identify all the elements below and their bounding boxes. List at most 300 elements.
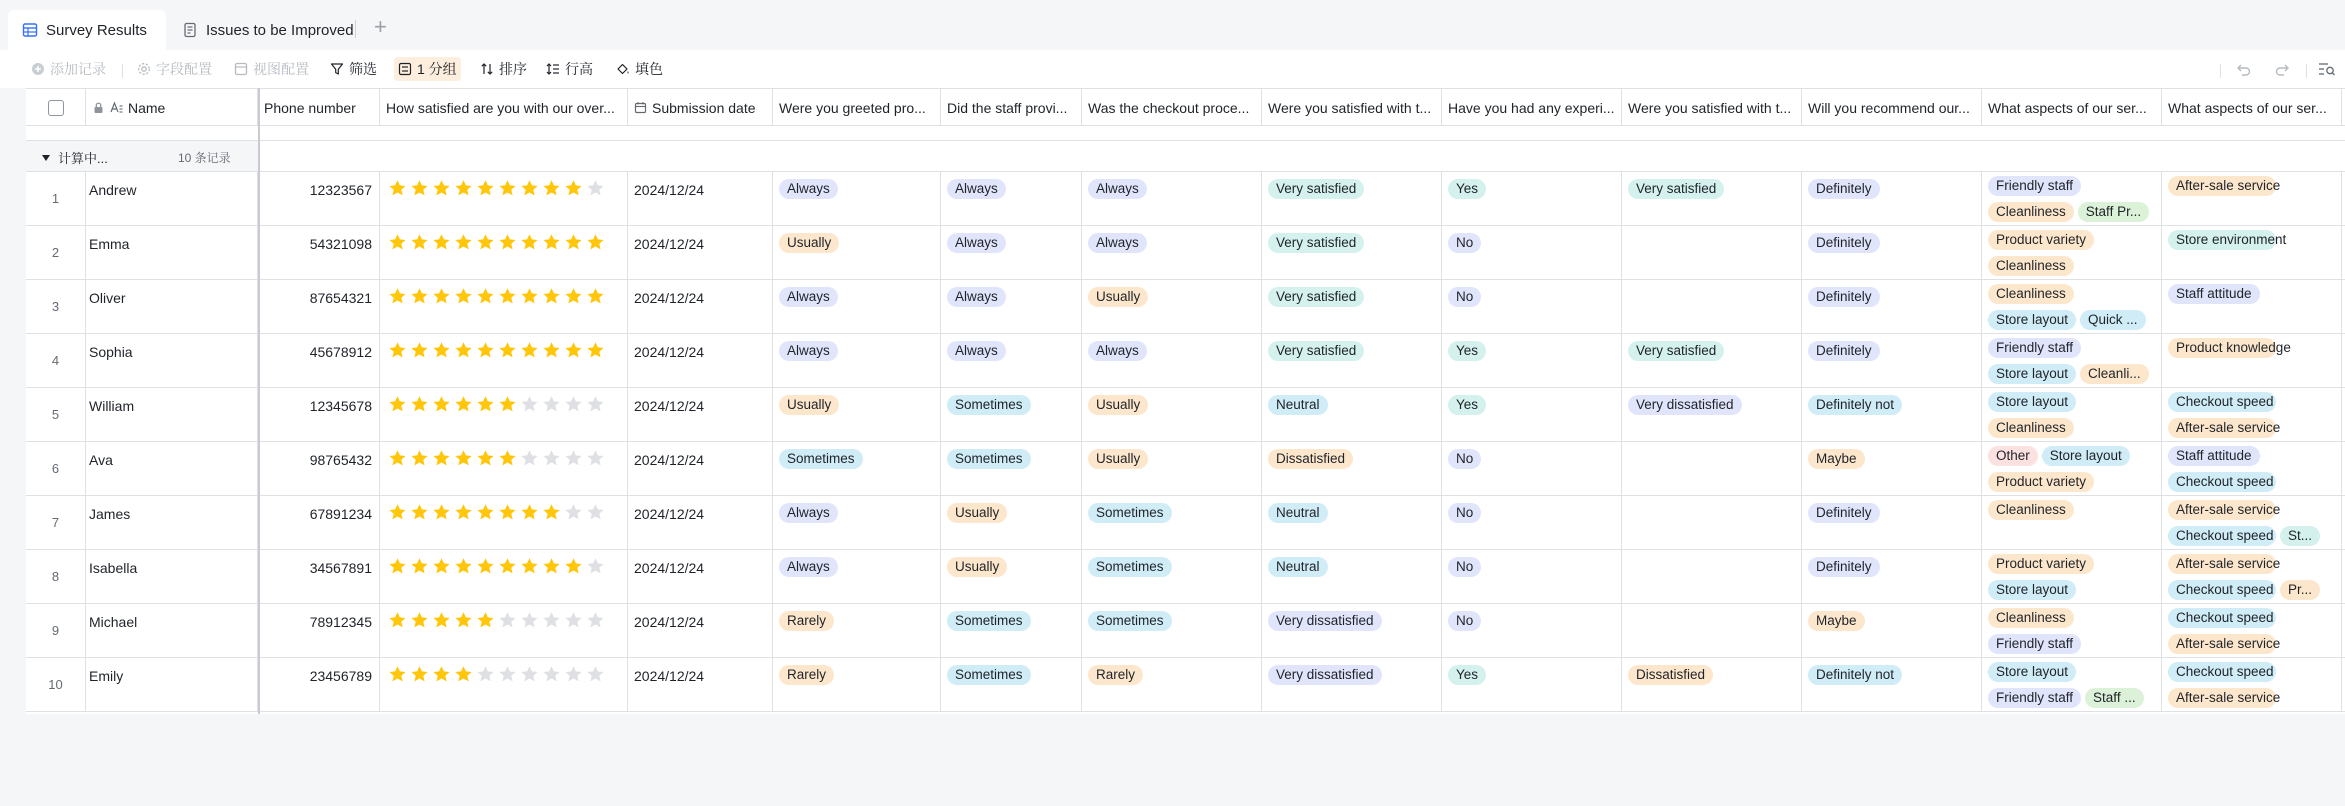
rating-cell[interactable] bbox=[380, 226, 628, 279]
recommend-cell[interactable] bbox=[1802, 658, 1982, 711]
name-cell[interactable] bbox=[86, 388, 258, 441]
star-icon[interactable] bbox=[520, 557, 539, 576]
column-header-satisfied[interactable]: Were you satisfied with t... bbox=[1262, 89, 1442, 126]
phone-cell[interactable] bbox=[258, 280, 380, 333]
experience-cell[interactable] bbox=[1442, 496, 1622, 549]
column-header-name[interactable]: Name bbox=[86, 89, 258, 126]
rating-cell[interactable] bbox=[380, 604, 628, 657]
star-icon[interactable] bbox=[586, 233, 605, 252]
star-icon[interactable] bbox=[388, 665, 407, 684]
star-icon[interactable] bbox=[542, 233, 561, 252]
star-icon[interactable] bbox=[410, 233, 429, 252]
staff-cell[interactable] bbox=[941, 550, 1082, 603]
staff-cell[interactable] bbox=[941, 226, 1082, 279]
phone-cell[interactable] bbox=[258, 550, 380, 603]
checkout-cell[interactable] bbox=[1082, 172, 1262, 225]
star-icon[interactable] bbox=[498, 287, 517, 306]
phone-cell[interactable] bbox=[258, 442, 380, 495]
star-icon[interactable] bbox=[498, 341, 517, 360]
star-icon[interactable] bbox=[454, 665, 473, 684]
name-cell[interactable] bbox=[86, 658, 258, 711]
table-row[interactable] bbox=[26, 172, 2345, 226]
star-rating bbox=[388, 503, 608, 522]
column-header-aspects-2[interactable]: What aspects of our ser... bbox=[2162, 89, 2342, 126]
name-cell[interactable] bbox=[86, 550, 258, 603]
option-tag: Staff Pr... bbox=[2078, 202, 2149, 222]
aspects1-cell[interactable] bbox=[1982, 334, 2162, 387]
row-height-icon bbox=[546, 62, 560, 76]
table-row[interactable] bbox=[26, 388, 2345, 442]
tab-issues-to-be-improved[interactable] bbox=[168, 10, 368, 50]
star-icon[interactable] bbox=[586, 287, 605, 306]
recommend-cell[interactable] bbox=[1802, 496, 1982, 549]
star-icon[interactable] bbox=[454, 557, 473, 576]
phone-cell[interactable] bbox=[258, 388, 380, 441]
row-number: 8 bbox=[26, 550, 86, 603]
experience-cell[interactable] bbox=[1442, 604, 1622, 657]
star-icon[interactable] bbox=[432, 287, 451, 306]
add-view-icon[interactable]: + bbox=[374, 14, 387, 39]
experience-cell[interactable] bbox=[1442, 658, 1622, 711]
option-tag: Checkout speed bbox=[2168, 608, 2276, 628]
star-icon[interactable] bbox=[476, 233, 495, 252]
star-icon[interactable] bbox=[586, 179, 605, 198]
star-icon[interactable] bbox=[388, 179, 407, 198]
satisfied-cell[interactable] bbox=[1262, 604, 1442, 657]
option-tag: Always bbox=[1088, 233, 1147, 253]
checkout-cell[interactable] bbox=[1082, 604, 1262, 657]
checkout-cell[interactable] bbox=[1082, 658, 1262, 711]
greeted-cell[interactable] bbox=[773, 604, 941, 657]
date-cell[interactable] bbox=[628, 442, 773, 495]
star-icon[interactable] bbox=[564, 395, 583, 414]
date-cell[interactable] bbox=[628, 550, 773, 603]
tab-survey-results[interactable] bbox=[8, 10, 166, 50]
star-icon[interactable] bbox=[476, 665, 495, 684]
option-tag: Definitely bbox=[1808, 179, 1880, 199]
name-cell[interactable] bbox=[86, 226, 258, 279]
star-icon[interactable] bbox=[388, 503, 407, 522]
star-icon[interactable] bbox=[564, 179, 583, 198]
star-icon[interactable] bbox=[586, 557, 605, 576]
greeted-cell[interactable] bbox=[773, 334, 941, 387]
star-icon[interactable] bbox=[564, 287, 583, 306]
satisfied-cell[interactable] bbox=[1262, 334, 1442, 387]
satisfied-cell[interactable] bbox=[1262, 658, 1442, 711]
aspects2-cell[interactable] bbox=[2162, 658, 2342, 711]
star-icon[interactable] bbox=[388, 287, 407, 306]
aspects1-cell[interactable] bbox=[1982, 226, 2162, 279]
option-tag: Always bbox=[1088, 179, 1147, 199]
checkout-cell[interactable] bbox=[1082, 388, 1262, 441]
rating-cell[interactable] bbox=[380, 496, 628, 549]
satisfied-cell[interactable] bbox=[1262, 442, 1442, 495]
star-icon[interactable] bbox=[542, 557, 561, 576]
star-icon[interactable] bbox=[520, 341, 539, 360]
star-icon[interactable] bbox=[520, 503, 539, 522]
table-row[interactable] bbox=[26, 226, 2345, 280]
staff-cell[interactable] bbox=[941, 604, 1082, 657]
add-record-button[interactable]: 添加记录 bbox=[27, 57, 110, 81]
star-icon[interactable] bbox=[498, 611, 517, 630]
option-tag: Sometimes bbox=[1088, 611, 1172, 631]
satisfied-cell[interactable] bbox=[1262, 388, 1442, 441]
phone-cell[interactable] bbox=[258, 658, 380, 711]
star-icon[interactable] bbox=[432, 665, 451, 684]
aspects2-cell[interactable] bbox=[2162, 442, 2342, 495]
date-value: 2024/12/24 bbox=[634, 344, 705, 360]
table-row[interactable] bbox=[26, 604, 2345, 658]
star-icon[interactable] bbox=[476, 449, 495, 468]
column-header-aspects-1[interactable]: What aspects of our ser... bbox=[1982, 89, 2162, 126]
greeted-cell[interactable] bbox=[773, 280, 941, 333]
star-icon[interactable] bbox=[564, 503, 583, 522]
star-icon[interactable] bbox=[476, 179, 495, 198]
recommend-cell[interactable] bbox=[1802, 226, 1982, 279]
aspects1-cell[interactable] bbox=[1982, 280, 2162, 333]
star-icon[interactable] bbox=[498, 233, 517, 252]
phone-cell[interactable] bbox=[258, 226, 380, 279]
star-icon[interactable] bbox=[388, 557, 407, 576]
undo-icon[interactable] bbox=[2236, 60, 2252, 78]
star-icon[interactable] bbox=[476, 341, 495, 360]
rating-cell[interactable] bbox=[380, 550, 628, 603]
satisfied2-cell[interactable] bbox=[1622, 658, 1802, 711]
star-icon[interactable] bbox=[498, 179, 517, 198]
satisfied2-cell[interactable] bbox=[1622, 604, 1802, 657]
star-rating bbox=[388, 179, 608, 198]
column-header-recommend[interactable]: Will you recommend our... bbox=[1802, 89, 1982, 126]
name-cell[interactable] bbox=[86, 442, 258, 495]
fill-color-button[interactable]: 填色 bbox=[612, 57, 667, 81]
aspects2-cell[interactable] bbox=[2162, 496, 2342, 549]
collapse-caret-icon[interactable] bbox=[42, 155, 50, 161]
field-config-button[interactable]: 字段配置 bbox=[133, 57, 216, 81]
name-cell[interactable] bbox=[86, 172, 258, 225]
star-icon[interactable] bbox=[498, 503, 517, 522]
aspects1-cell[interactable] bbox=[1982, 658, 2162, 711]
date-cell[interactable] bbox=[628, 604, 773, 657]
star-icon[interactable] bbox=[432, 179, 451, 198]
star-icon[interactable] bbox=[542, 503, 561, 522]
recommend-cell[interactable] bbox=[1802, 442, 1982, 495]
star-icon[interactable] bbox=[388, 395, 407, 414]
frozen-column-divider bbox=[258, 88, 260, 714]
phone-value: 98765432 bbox=[309, 452, 372, 468]
filter-button[interactable]: 筛选 bbox=[326, 57, 381, 81]
aspects1-cell[interactable] bbox=[1982, 604, 2162, 657]
option-tag: Definitely not bbox=[1808, 395, 1902, 415]
recommend-cell[interactable] bbox=[1802, 334, 1982, 387]
checkout-cell[interactable] bbox=[1082, 226, 1262, 279]
recommend-cell[interactable] bbox=[1802, 604, 1982, 657]
rating-cell[interactable] bbox=[380, 442, 628, 495]
satisfied-cell[interactable] bbox=[1262, 280, 1442, 333]
star-icon[interactable] bbox=[454, 179, 473, 198]
star-icon[interactable] bbox=[520, 287, 539, 306]
checkout-cell[interactable] bbox=[1082, 280, 1262, 333]
star-icon[interactable] bbox=[498, 449, 517, 468]
experience-cell[interactable] bbox=[1442, 442, 1622, 495]
star-icon[interactable] bbox=[388, 233, 407, 252]
column-header-submission-date[interactable]: Submission date bbox=[628, 89, 773, 126]
table-row[interactable] bbox=[26, 280, 2345, 334]
recommend-cell[interactable] bbox=[1802, 550, 1982, 603]
aspects2-cell[interactable] bbox=[2162, 604, 2342, 657]
star-icon[interactable] bbox=[564, 341, 583, 360]
staff-cell[interactable] bbox=[941, 280, 1082, 333]
date-cell[interactable] bbox=[628, 388, 773, 441]
experience-cell[interactable] bbox=[1442, 226, 1622, 279]
staff-cell[interactable] bbox=[941, 334, 1082, 387]
satisfied2-cell[interactable] bbox=[1622, 388, 1802, 441]
star-icon[interactable] bbox=[432, 503, 451, 522]
star-icon[interactable] bbox=[542, 449, 561, 468]
satisfied2-cell[interactable] bbox=[1622, 550, 1802, 603]
aspects1-cell[interactable] bbox=[1982, 496, 2162, 549]
satisfied-cell[interactable] bbox=[1262, 172, 1442, 225]
view-config-button[interactable]: 视图配置 bbox=[230, 57, 313, 81]
row-height-button[interactable]: 行高 bbox=[542, 57, 597, 81]
table-row[interactable] bbox=[26, 334, 2345, 388]
greeted-cell[interactable] bbox=[773, 442, 941, 495]
star-icon[interactable] bbox=[586, 341, 605, 360]
star-icon[interactable] bbox=[476, 557, 495, 576]
option-tag: Neutral bbox=[1268, 395, 1328, 415]
date-cell[interactable] bbox=[628, 172, 773, 225]
star-icon[interactable] bbox=[454, 503, 473, 522]
star-icon[interactable] bbox=[586, 395, 605, 414]
star-icon[interactable] bbox=[520, 395, 539, 414]
star-icon[interactable] bbox=[564, 611, 583, 630]
experience-cell[interactable] bbox=[1442, 334, 1622, 387]
star-icon[interactable] bbox=[388, 611, 407, 630]
star-icon[interactable] bbox=[564, 557, 583, 576]
option-tag: Always bbox=[779, 179, 838, 199]
staff-cell[interactable] bbox=[941, 388, 1082, 441]
star-icon[interactable] bbox=[520, 665, 539, 684]
star-icon[interactable] bbox=[454, 449, 473, 468]
group-label: 计算中... bbox=[42, 148, 108, 167]
star-icon[interactable] bbox=[542, 611, 561, 630]
star-icon[interactable] bbox=[520, 449, 539, 468]
star-icon[interactable] bbox=[410, 179, 429, 198]
option-tag: Very satisfied bbox=[1628, 179, 1724, 199]
star-icon[interactable] bbox=[432, 557, 451, 576]
star-icon[interactable] bbox=[432, 449, 451, 468]
aspects2-cell[interactable] bbox=[2162, 172, 2342, 225]
name-cell[interactable] bbox=[86, 604, 258, 657]
redo-icon[interactable] bbox=[2274, 60, 2290, 78]
rating-cell[interactable] bbox=[380, 172, 628, 225]
group-header[interactable] bbox=[26, 140, 2345, 172]
column-header-phone[interactable]: Phone number bbox=[258, 89, 380, 126]
recommend-cell[interactable] bbox=[1802, 280, 1982, 333]
checkout-cell[interactable] bbox=[1082, 550, 1262, 603]
staff-cell[interactable] bbox=[941, 496, 1082, 549]
greeted-cell[interactable] bbox=[773, 658, 941, 711]
star-icon[interactable] bbox=[564, 665, 583, 684]
star-icon[interactable] bbox=[498, 557, 517, 576]
star-icon[interactable] bbox=[498, 665, 517, 684]
filter-icon bbox=[330, 62, 344, 76]
star-icon[interactable] bbox=[520, 233, 539, 252]
aspects1-cell[interactable] bbox=[1982, 172, 2162, 225]
greeted-cell[interactable] bbox=[773, 172, 941, 225]
experience-cell[interactable] bbox=[1442, 550, 1622, 603]
name-cell[interactable] bbox=[86, 334, 258, 387]
star-icon[interactable] bbox=[410, 449, 429, 468]
star-icon[interactable] bbox=[542, 287, 561, 306]
star-icon[interactable] bbox=[410, 503, 429, 522]
satisfied-cell[interactable] bbox=[1262, 550, 1442, 603]
greeted-cell[interactable] bbox=[773, 550, 941, 603]
recommend-cell[interactable] bbox=[1802, 388, 1982, 441]
aspects2-cell[interactable] bbox=[2162, 280, 2342, 333]
star-icon[interactable] bbox=[454, 395, 473, 414]
experience-cell[interactable] bbox=[1442, 388, 1622, 441]
star-icon[interactable] bbox=[542, 341, 561, 360]
star-icon[interactable] bbox=[520, 179, 539, 198]
column-header-satisfied-2[interactable]: Were you satisfied with t... bbox=[1622, 89, 1802, 126]
star-icon[interactable] bbox=[410, 611, 429, 630]
column-header-checkout[interactable]: Was the checkout proce... bbox=[1082, 89, 1262, 126]
star-icon[interactable] bbox=[454, 233, 473, 252]
aspects2-cell[interactable] bbox=[2162, 550, 2342, 603]
star-icon[interactable] bbox=[432, 341, 451, 360]
star-icon[interactable] bbox=[586, 449, 605, 468]
satisfied2-cell[interactable] bbox=[1622, 442, 1802, 495]
satisfied2-cell[interactable] bbox=[1622, 496, 1802, 549]
staff-cell[interactable] bbox=[941, 658, 1082, 711]
option-tag: Store environment bbox=[2168, 230, 2276, 250]
column-header-staff[interactable]: Did the staff provi... bbox=[941, 89, 1082, 126]
name-cell[interactable] bbox=[86, 280, 258, 333]
checkout-cell[interactable] bbox=[1082, 334, 1262, 387]
star-icon[interactable] bbox=[388, 341, 407, 360]
star-icon[interactable] bbox=[454, 287, 473, 306]
phone-cell[interactable] bbox=[258, 604, 380, 657]
table-row[interactable] bbox=[26, 658, 2345, 712]
star-icon[interactable] bbox=[476, 503, 495, 522]
staff-cell[interactable] bbox=[941, 442, 1082, 495]
satisfied2-cell[interactable] bbox=[1622, 334, 1802, 387]
star-icon[interactable] bbox=[498, 395, 517, 414]
star-icon[interactable] bbox=[454, 341, 473, 360]
aspects2-cell[interactable] bbox=[2162, 388, 2342, 441]
satisfied2-cell[interactable] bbox=[1622, 226, 1802, 279]
option-tag: Dissatisfied bbox=[1268, 449, 1353, 469]
date-cell[interactable] bbox=[628, 280, 773, 333]
staff-cell[interactable] bbox=[941, 172, 1082, 225]
name-cell[interactable] bbox=[86, 496, 258, 549]
star-icon[interactable] bbox=[410, 557, 429, 576]
rating-cell[interactable] bbox=[380, 280, 628, 333]
rating-cell[interactable] bbox=[380, 388, 628, 441]
aspects1-cell[interactable] bbox=[1982, 442, 2162, 495]
experience-cell[interactable] bbox=[1442, 172, 1622, 225]
option-tag: No bbox=[1448, 449, 1481, 469]
date-cell[interactable] bbox=[628, 496, 773, 549]
greeted-cell[interactable] bbox=[773, 496, 941, 549]
option-tag: Dissatisfied bbox=[1628, 665, 1713, 685]
star-icon[interactable] bbox=[542, 395, 561, 414]
option-tag: Always bbox=[947, 341, 1006, 361]
star-icon[interactable] bbox=[564, 233, 583, 252]
search-records-icon[interactable] bbox=[2318, 60, 2336, 78]
star-icon[interactable] bbox=[564, 449, 583, 468]
checkout-cell[interactable] bbox=[1082, 496, 1262, 549]
table-row[interactable] bbox=[26, 550, 2345, 604]
select-all-checkbox[interactable] bbox=[48, 100, 64, 116]
date-cell[interactable] bbox=[628, 226, 773, 279]
aspects1-cell[interactable] bbox=[1982, 388, 2162, 441]
satisfied2-cell[interactable] bbox=[1622, 280, 1802, 333]
option-tag: Store layout bbox=[1988, 310, 2076, 330]
date-cell[interactable] bbox=[628, 334, 773, 387]
table-row[interactable] bbox=[26, 496, 2345, 550]
column-header-experience[interactable]: Have you had any experi... bbox=[1442, 89, 1622, 126]
phone-cell[interactable] bbox=[258, 496, 380, 549]
star-icon[interactable] bbox=[388, 449, 407, 468]
star-icon[interactable] bbox=[410, 665, 429, 684]
column-header-satisfaction-rating[interactable]: How satisfied are you with our over... bbox=[380, 89, 628, 126]
satisfied-cell[interactable] bbox=[1262, 496, 1442, 549]
date-cell[interactable] bbox=[628, 658, 773, 711]
phone-cell[interactable] bbox=[258, 172, 380, 225]
star-icon[interactable] bbox=[586, 611, 605, 630]
star-icon[interactable] bbox=[410, 341, 429, 360]
date-value: 2024/12/24 bbox=[634, 236, 705, 252]
star-icon[interactable] bbox=[520, 611, 539, 630]
column-header-greeted[interactable]: Were you greeted pro... bbox=[773, 89, 941, 126]
satisfied2-cell[interactable] bbox=[1622, 172, 1802, 225]
phone-cell[interactable] bbox=[258, 334, 380, 387]
rating-cell[interactable] bbox=[380, 334, 628, 387]
checkout-cell[interactable] bbox=[1082, 442, 1262, 495]
option-tag: Cleanli... bbox=[2080, 364, 2149, 384]
star-icon[interactable] bbox=[476, 287, 495, 306]
satisfied-cell[interactable] bbox=[1262, 226, 1442, 279]
recommend-cell[interactable] bbox=[1802, 172, 1982, 225]
table-row[interactable] bbox=[26, 442, 2345, 496]
aspects1-cell[interactable] bbox=[1982, 550, 2162, 603]
star-icon[interactable] bbox=[476, 611, 495, 630]
star-icon[interactable] bbox=[476, 395, 495, 414]
option-tag: St... bbox=[2280, 526, 2320, 546]
sort-button[interactable]: 排序 bbox=[476, 57, 531, 81]
star-icon[interactable] bbox=[410, 287, 429, 306]
greeted-cell[interactable] bbox=[773, 226, 941, 279]
star-icon[interactable] bbox=[454, 611, 473, 630]
star-icon[interactable] bbox=[586, 665, 605, 684]
phone-value: 12345678 bbox=[309, 398, 372, 414]
star-icon[interactable] bbox=[432, 233, 451, 252]
rating-cell[interactable] bbox=[380, 658, 628, 711]
aspects2-cell[interactable] bbox=[2162, 226, 2342, 279]
group-button[interactable]: 1 分组 bbox=[394, 57, 461, 81]
greeted-cell[interactable] bbox=[773, 388, 941, 441]
star-icon[interactable] bbox=[586, 503, 605, 522]
experience-cell[interactable] bbox=[1442, 280, 1622, 333]
star-icon[interactable] bbox=[410, 395, 429, 414]
star-icon[interactable] bbox=[542, 179, 561, 198]
star-icon[interactable] bbox=[542, 665, 561, 684]
aspects2-cell[interactable] bbox=[2162, 334, 2342, 387]
star-icon[interactable] bbox=[432, 395, 451, 414]
star-icon[interactable] bbox=[432, 611, 451, 630]
option-tag: Product variety bbox=[1988, 230, 2094, 250]
